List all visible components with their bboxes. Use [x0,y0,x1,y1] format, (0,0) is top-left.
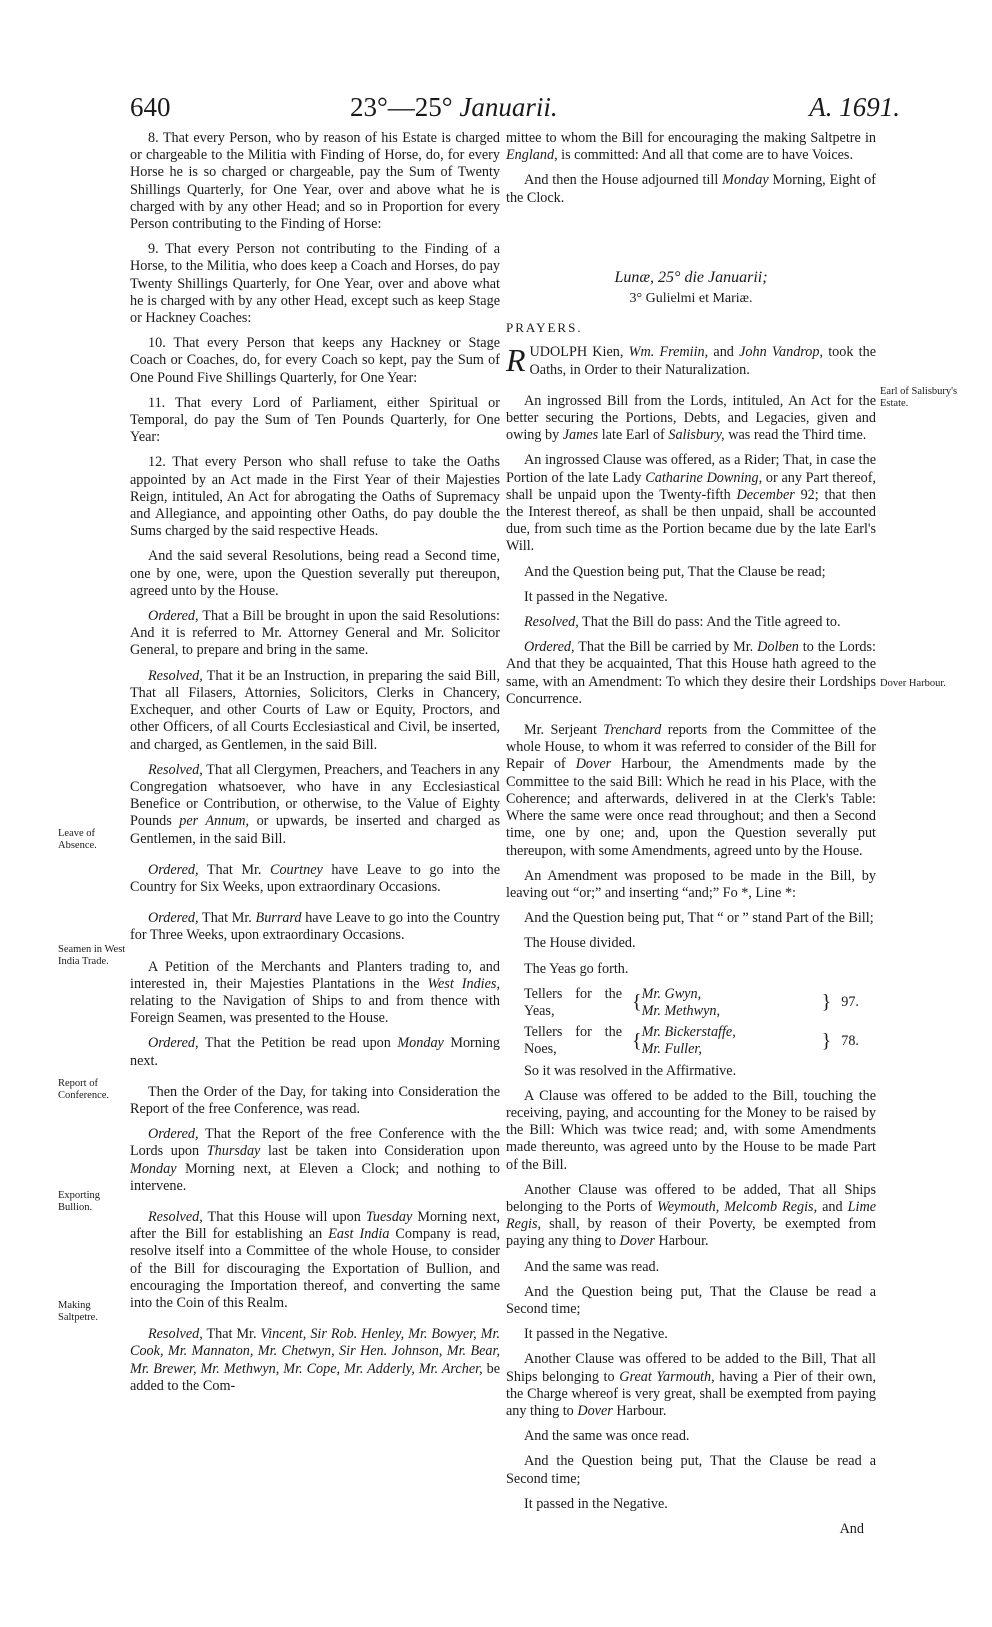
text: late Earl of [598,427,669,444]
text: An ingrossed Bill from the Lords, intituled, An Act for the better securing the Portions, Debts, and Legacies, given and owing by [506,392,876,444]
resolution-11: 11. That every Lord of Parliament, either Spiritual or Temporal, do pay the Sum of Ten Pounds Quarterly, for One Year: [130,394,500,446]
house-divided: The House divided. [524,935,636,952]
text: and [708,344,740,361]
text: That a Bill be brought in upon the said Resolutions: And it is referred to Mr. Attorney General and Mr. Solicitor General, to prepare and bring in the same. [130,608,500,659]
resolution-pass [506,614,876,631]
margin-note-salisbury: Earl of Salisbury's Estate. [880,386,958,409]
prayers-label: PRAYERS. [506,320,583,336]
day-heading: Lunæ, 25° die Januarii; [614,268,768,286]
page-number: 640 [130,92,171,122]
date-numerals: 23°—25° [350,92,453,122]
order-report [130,1126,500,1195]
order-bill [130,608,500,660]
italic-text: Dover [619,1233,655,1250]
keyword: Ordered, [148,608,199,625]
text: That all Clergymen, Preachers, and Teachers in any Congregation whatsoever, who have in any Ecclesiastical Benefice or Contribution, or otherwise, to the Value of Eighty Pounds [130,761,500,830]
keyword: Ordered, [148,861,199,878]
rider-clause [506,452,876,555]
text: An ingrossed Clause was offered, as a Rider; That, in case the Portion of the late Lady [506,452,876,486]
italic-text: Monday [130,1160,177,1177]
text: is committed: And all that come are to have Voices. [557,147,853,164]
running-date [350,92,558,123]
text: That it be an Instruction, in preparing the said Bill, That all Filasers, Attornies, Solicitors, Clerks in Chancery, Exchequer, and other Courts of Law or Equity, Proctors, and other Officers, of all Courts Ecclesiastical and Civil, be inserted, and charged, as Gentlemen, in the said Bill. [130,667,500,753]
text: to the Lords: And that they be acquainted, That this House hath agreed to the same, with an Amendment: To which they desire their Lordships Concurrence. [506,639,876,707]
text: That the Petition be read upon [198,1035,398,1052]
margin-note-dover: Dover Harbour. [880,678,946,689]
affirmative: So it was resolved in the Affirmative. [524,1062,737,1079]
keyword: Resolved, [524,614,579,631]
brace-icon: } [821,991,832,1014]
italic-text: Lime Regis, [506,1198,876,1233]
clause-read: And the same was read. [524,1258,660,1275]
resolution-saltpetre [130,1326,500,1395]
resolutions-agreed: And the said several Resolutions, being read a Second time, one by one, were, upon the Question severally put thereupon, agreed unto by the House. [130,548,500,599]
teller-names [642,1024,812,1058]
italic-text: Salisbury, [668,427,725,444]
catchword: And [839,1521,864,1537]
text: Another Clause was offered to be added, That all Ships belonging to the Ports of [506,1181,876,1215]
keyword: Resolved, [148,1326,203,1343]
text: have Leave to go into the Country for Six Weeks, upon extraordinary Occasions. [130,861,500,895]
tellers-yeas [524,986,876,1020]
person-name: Dolben [757,639,799,656]
text: relating to the Navigation of Ships to and from thence with Foreign Seamen, was presented to the House. [130,992,500,1027]
keyword: Resolved, [148,667,203,684]
italic-text: Tuesday [365,1208,413,1225]
italic-text: Monday [722,172,769,189]
resolution-clergy [130,762,500,848]
italic-text: West Indies, [427,975,500,992]
margin-note-report: Report of Conference. [58,1078,110,1101]
yeas-forth: The Yeas go forth. [524,960,629,977]
text: That the Bill do pass: And the Title agreed to. [578,614,841,631]
italic-text: James [562,427,599,444]
italic-text: Monday [397,1035,444,1052]
resolution-9: 9. That every Person not contributing to the Finding of a Horse, to the Militia, who does keep a Coach and Horses, do pay Twenty Shillings Quarterly, for One Year, over and above what he is charged with by any other Head, except such as keep Stage or Hackney Coaches: [130,241,500,327]
text: That the Bill be carried by Mr. [574,639,758,656]
person-name: John Vandrop, [739,344,824,361]
resolution-10: 10. That every Person that keeps any Hackney or Stage Coach or Coaches, do, for every Coach so kept, pay the Sum of One Pound Five Shillings Quarterly, for One Year: [130,335,500,386]
text: A Petition of the Merchants and Planters trading to, and interested in, their Majesties Plantations in the [130,958,500,992]
text: That the Report of the free Conference with the Lords upon [130,1126,500,1160]
right-column [506,130,876,1538]
italic-text: England, [506,147,558,164]
teller-name: Mr. Bickerstaffe, [641,1024,736,1041]
text: UDOLPH Kien, [529,344,629,361]
text: be added to the Com- [130,1360,500,1394]
petition-merchants [130,959,500,1028]
resolution-8: 8. That every Person, who by reason of his Estate is charged or chargeable to the Militia with Finding of Horse, do, for every Horse he is so charged or chargeable, pay the Sum of Twenty Shillings Quarterly, for One Year, over and above what he is charged with by any other Head; and so in Proportion for every Person contributing to the Finding of Horse: [130,130,500,233]
text: reports from the Committee of the whole House, to whom it was referred to consider of the Bill for Repair of [506,722,876,773]
text: or any Part thereof, shall be unpaid upon the Twenty-fifth [506,469,876,503]
text: and [817,1198,848,1215]
italic-text: December [736,486,795,503]
text: That Mr. [198,861,270,878]
text: Company is read, resolve itself into a Committee of the whole House, to consider of the Bill for discouraging the Exportation of Bullion, and encouraging the Importation thereof, and converting the same into the Coin of this Realm. [130,1226,501,1311]
italic-text: Dover [577,1402,613,1419]
negative-2: It passed in the Negative. [524,1326,668,1343]
resolution-bullion [130,1209,500,1312]
person-name: Trenchard [603,722,662,739]
member-names: Vincent, Sir Rob. Henley, Mr. Bowyer, Mr. Cook, Mr. Mannaton, Mr. Chetwyn, Sir Hen. Johnson, Mr. Bear, Mr. Brewer, Mr. Methwyn, Mr. Cope, Mr. Adderly, Mr. Archer, [130,1326,500,1377]
order-burrard [130,910,500,944]
text: That this House will upon [202,1208,366,1225]
dover-report [506,722,876,860]
clause-money: A Clause was offered to be added to the Bill, touching the receiving, paying, and accounting for the Money to be raised by the Bill: Which was twice read; and, with some Amendments made thereunto, was agreed unto by the House to be made Part of the Bill. [506,1087,876,1173]
date-word: Januarii. [459,92,558,122]
text: Mr. Serjeant [524,722,604,739]
question-1: And the Question being put, That the Clause be read; [524,563,826,580]
margin-note-saltpetre: Making Saltpetre. [58,1300,98,1323]
teller-names [642,986,812,1020]
text: That Mr. [198,910,256,927]
teller-name: Mr. Fuller, [641,1041,702,1058]
text: or upwards, be inserted and charged as Gentlemen, in the said Bill. [130,813,500,847]
tellers-noes [524,1024,876,1058]
text: Harbour. [612,1402,667,1419]
text: That Mr. [202,1326,261,1343]
text: Morning next. [130,1035,500,1069]
naturalization-oaths [506,344,876,378]
teller-name: Mr. Methwyn, [641,1002,721,1019]
negative-1: It passed in the Negative. [524,588,668,605]
brace-icon: { [632,1029,642,1052]
text: mittee to whom the Bill for encouraging the making Saltpetre in [506,130,876,146]
text: Harbour. [654,1233,709,1250]
question-3: And the Question being put, That the Clause be read a Second time; [506,1283,876,1317]
text: Another Clause was offered to be added to the Bill, That all Ships belonging to [506,1351,876,1385]
text: have Leave to go into the Country for Three Weeks, upon extraordinary Occasions. [130,910,500,944]
keyword: Ordered, [524,639,575,656]
brace-icon: } [821,1029,832,1052]
drop-cap: R [506,342,526,379]
resolution-filasers [130,668,500,754]
margin-note-bullion: Exporting Bullion. [58,1190,100,1213]
question-4: And the Question being put, That the Clause be read a Second time; [506,1453,876,1487]
reign-heading: 3° Gulielmi et Mariæ. [629,291,753,307]
italic-text: per Annum, [179,813,250,830]
italic-text: Catharine Downing, [645,469,763,486]
adjournment [506,172,876,206]
text: Morning next, at Eleven a Clock; and nothing to intervene. [130,1160,500,1194]
person-name: Burrard [255,910,302,927]
margin-note-leave: Leave of Absence. [58,828,97,851]
vote-count: 78. [841,1032,859,1049]
italic-text: Dover [575,756,612,773]
brace-icon: { [632,991,642,1014]
running-year: A. 1691. [809,92,900,122]
text: was read the Third time. [724,427,867,444]
text: And then the House adjourned till [524,172,723,189]
italic-text: Weymouth, Melcomb Regis, [657,1198,818,1215]
tellers-label: Tellers for the Noes, [524,1024,622,1058]
clause-once-read: And the same was once read. [524,1428,690,1445]
text: shall, by reason of their Poverty, be exempted from paying any thing to [506,1216,876,1250]
tellers-label: Tellers for the Yeas, [524,985,622,1019]
text: Harbour, the Amendments made by the Committee to the said Bill: Which he read in his Place, with the Coherence; and afterwards, delivered in at the Clerk's Table: Where the same were once read throughout; and then a Second time, one by one; and, upon the Question severally put thereupon, with some Amendments, agreed unto by the House. [506,756,876,859]
person-name: Courtney [270,861,323,878]
order-dolben [506,639,876,708]
salisbury-bill [506,393,876,445]
left-column [130,130,500,1403]
text: Morning next, after the Bill for establishing an [130,1208,500,1243]
question-2: And the Question being put, That “ or ” stand Part of the Bill; [524,910,874,927]
clause-yarmouth [506,1351,876,1420]
negative-3: It passed in the Negative. [524,1495,668,1512]
keyword: Ordered, [148,910,199,927]
teller-name: Mr. Gwyn, [641,985,702,1002]
order-courtney [130,862,500,896]
text: having a Pier of their own, the Charge whereof is very great, shall be exempted from paying any thing to [506,1368,876,1419]
margin-note-seamen: Seamen in West India Trade. [58,944,126,967]
order-of-day: Then the Order of the Day, for taking into Consideration the Report of the free Conference, was read. [130,1083,500,1117]
committee-continued [506,130,876,164]
page-header [130,92,900,132]
vote-count: 97. [841,994,859,1011]
text: last be taken into Consideration upon [260,1143,501,1160]
amendment-proposed: An Amendment was proposed to be made in the Bill, by leaving out “or;” and inserting “and;” Fo *, Line *: [506,867,876,901]
keyword: Resolved, [148,761,203,778]
italic-text: Thursday [206,1143,261,1160]
person-name: Wm. Fremiin, [628,344,709,361]
text: Morning, Eight of the Clock. [506,172,876,206]
order-petition-read [130,1035,500,1069]
italic-text: Great Yarmouth, [619,1368,715,1385]
resolution-12: 12. That every Person who shall refuse to take the Oaths appointed by an Act made in the First Year of their Majesties Reign, intituled, An Act for abrogating the Oaths of Supremacy and Allegiance, and appointing other Oaths, do pay double the Sums charged by the said respective Heads. [130,454,500,540]
keyword: Ordered, [148,1126,199,1143]
clause-weymouth [506,1182,876,1251]
keyword: Resolved, [148,1208,203,1225]
text: took the Oaths, in Order to their Naturalization. [529,344,877,378]
keyword: Ordered, [148,1035,199,1052]
italic-text: East India [328,1226,390,1243]
text: 92; that then the Interest thereof, as shall be then unpaid, shall be accounted due, from such time as the Portion became due by the late Earl's Will. [506,486,876,555]
